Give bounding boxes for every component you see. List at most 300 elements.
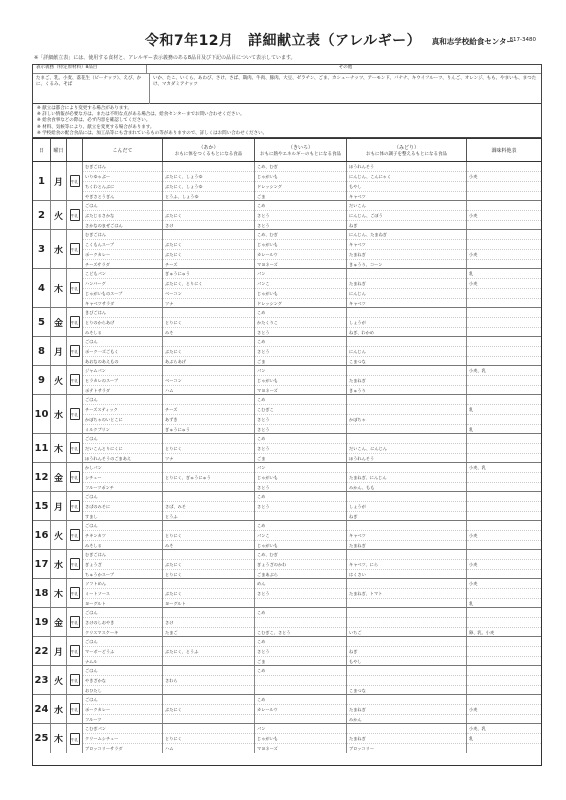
row-dish-line: ヨーグルト	[85, 601, 106, 606]
row-green-foods-line: もやし	[349, 659, 362, 664]
row-red-foods	[163, 608, 255, 636]
row-yellow-foods-line: さとう	[257, 330, 270, 335]
row-yellow-foods-line: マヨネーズ	[257, 262, 278, 267]
milk-icon: 牛乳	[70, 282, 80, 294]
row-remarks-line	[467, 182, 541, 192]
row-red-foods-line: さけ	[165, 223, 174, 228]
row-dish-line: フルーツポンチ	[85, 485, 114, 490]
row-remarks-line: 小麦	[467, 531, 541, 541]
row-dish-line: ごはん	[83, 201, 162, 211]
row-yellow-foods	[255, 550, 347, 578]
row-dish-line: きびごはん	[83, 308, 162, 318]
row-dish-line: ヒラカレのスープ	[83, 376, 162, 386]
row-green-foods-line	[347, 308, 466, 318]
row-dish-line: ジャムパン	[83, 366, 162, 376]
row-remarks-line: 乳	[469, 601, 474, 606]
table-row	[33, 463, 541, 492]
row-remarks	[467, 162, 541, 200]
row-remarks-line: 小麦	[467, 279, 541, 289]
row-weekday: 木	[51, 724, 67, 753]
row-red-foods-line	[163, 715, 254, 723]
row-green-foods-line	[347, 492, 466, 502]
row-yellow-foods-line: こめ	[255, 201, 346, 211]
table-body	[33, 162, 541, 753]
row-dish-line: みそしる	[85, 330, 102, 335]
row-green-foods-line: ほうれんそう	[347, 162, 466, 172]
row-yellow-foods-line: こめ	[255, 521, 346, 531]
row-green-foods-line	[347, 666, 466, 676]
row-green-foods-line	[347, 550, 466, 560]
row-remarks-line: 乳	[467, 405, 541, 415]
row-green-foods-line: ねぎ	[349, 223, 358, 228]
row-red-foods-line	[163, 463, 254, 473]
row-remarks	[467, 230, 541, 268]
row-dish-line: キャベツサラダ	[85, 301, 115, 306]
row-dish-line: ちくわとんぶに	[83, 182, 162, 192]
row-red-foods-line: ツナ	[165, 456, 174, 461]
row-dish	[83, 230, 163, 268]
row-dish-line: むぎごはん	[83, 162, 162, 172]
allergen-box	[32, 64, 542, 104]
row-remarks-line	[467, 395, 541, 405]
row-remarks-line	[467, 386, 541, 394]
row-red-foods-line: ハム	[165, 746, 174, 751]
row-red-foods-line: ぶたにく	[163, 211, 254, 221]
row-yellow-foods-line: さとう	[255, 502, 346, 512]
row-remarks	[467, 724, 541, 753]
row-green-foods-line	[347, 695, 466, 705]
milk-icon: 牛乳	[70, 209, 80, 221]
row-remarks-line	[467, 318, 541, 328]
table-row	[33, 608, 541, 637]
table-row	[33, 579, 541, 608]
row-yellow-foods-line: こめ、むぎ	[255, 230, 346, 240]
row-meal-icon-cell	[67, 666, 83, 694]
row-dish-line: むぎごはん	[83, 230, 162, 240]
row-yellow-foods-line: ごま	[257, 359, 266, 364]
row-dish-line: クリスマスケーキ	[85, 630, 119, 635]
row-meal-icon-cell	[67, 579, 83, 607]
row-remarks-line	[467, 454, 541, 462]
milk-icon: 牛乳	[70, 616, 80, 628]
row-remarks-line	[467, 434, 541, 444]
row-weekday: 木	[51, 579, 67, 607]
row-green-foods-line: たまねぎ	[347, 705, 466, 715]
row-dish-line: とりのからあげ	[83, 318, 162, 328]
row-remarks-line	[467, 676, 541, 686]
row-day: 5	[33, 308, 51, 336]
row-red-foods	[163, 162, 255, 200]
row-remarks-line: 小麦、乳	[467, 463, 541, 473]
row-day: 12	[33, 463, 51, 491]
row-dish-line: クリームシチュー	[83, 734, 162, 744]
row-remarks-line	[467, 502, 541, 512]
row-red-foods-line: とりにく	[163, 318, 254, 328]
row-red-foods-line: とりにく	[163, 444, 254, 454]
row-remarks-line	[467, 308, 541, 318]
table-row	[33, 434, 541, 463]
row-day: 15	[33, 492, 51, 520]
row-dish-line: ポーク一ズごもく	[83, 347, 162, 357]
row-red-foods-line	[163, 579, 254, 589]
row-green-foods-line: こまつな	[349, 688, 366, 693]
row-remarks-line	[467, 666, 541, 676]
row-green-foods-line: ほうれんそう	[349, 456, 375, 461]
row-remarks-line	[467, 328, 541, 336]
row-meal-icon-cell	[67, 337, 83, 365]
row-yellow-foods-line: じゃがいも	[255, 734, 346, 744]
row-green-foods-line: にんじん	[347, 347, 466, 357]
row-yellow-foods-line: ドレッシング	[257, 301, 282, 306]
row-red-foods-line: ツナ	[165, 301, 174, 306]
row-meal-icon-cell	[67, 492, 83, 520]
table-row	[33, 337, 541, 366]
row-green-foods-line: たまねぎ、トマト	[347, 589, 466, 599]
row-yellow-foods-line: こめ	[255, 666, 346, 676]
row-yellow-foods	[255, 162, 347, 200]
row-weekday: 月	[51, 492, 67, 520]
row-day: 22	[33, 637, 51, 665]
row-day: 8	[33, 337, 51, 365]
row-dish-line: かぼちゃのいとこに	[83, 415, 162, 425]
row-green-foods-line	[347, 425, 466, 433]
row-dish-line: ぶたじるさかな	[83, 211, 162, 221]
row-remarks-line	[467, 357, 541, 365]
allergen-col2-text: いか、たこ、いくら、あわび、さけ、さば、鶏肉、牛肉、豚肉、大豆、ゼラチン、ごま、カシューナッツ、アーモンド、バナナ、キウイフルーツ、りんご、オレンジ、もも、やまいも、まつたけ、マカダミアナッツ	[153, 76, 537, 87]
row-red-foods	[163, 395, 255, 433]
row-dish	[83, 395, 163, 433]
row-green-foods-line: こまつな	[349, 359, 366, 364]
row-remarks-line	[467, 744, 541, 753]
row-day: 19	[33, 608, 51, 636]
row-yellow-foods-line: じゃがいも	[255, 289, 346, 299]
row-dish-line: ごはん	[83, 666, 162, 676]
row-weekday: 金	[51, 308, 67, 336]
row-weekday: 火	[51, 201, 67, 229]
row-remarks-line: 小麦	[467, 211, 541, 221]
row-dish	[83, 608, 163, 636]
milk-icon: 牛乳	[70, 175, 80, 187]
row-green-foods-line: いちご	[349, 630, 362, 635]
row-red-foods-line: ぶたにく	[163, 250, 254, 260]
row-dish-line: ごはん	[83, 637, 162, 647]
row-yellow-foods-line: めん	[255, 579, 346, 589]
row-remarks-line	[467, 192, 541, 200]
row-green-foods-line: はくさい	[349, 572, 366, 577]
table-row	[33, 201, 541, 230]
row-meal-icon-cell	[67, 463, 83, 491]
row-green-foods-line: かぼちゃ	[347, 415, 466, 425]
row-red-foods-line: とりにく	[165, 572, 182, 577]
row-yellow-foods-line: マヨネーズ	[257, 388, 278, 393]
row-red-foods-line: とうふ	[165, 514, 178, 519]
row-remarks-line	[467, 695, 541, 705]
row-green-foods-line: にんじん、たまねぎ	[347, 230, 466, 240]
row-green-foods-line	[347, 269, 466, 279]
row-green-foods-line	[347, 521, 466, 531]
row-dish-line: みそしる	[85, 543, 102, 548]
row-yellow-foods-line: こめ	[255, 337, 346, 347]
row-weekday: 水	[51, 695, 67, 723]
row-yellow-foods	[255, 463, 347, 491]
row-green-foods-line: キャベツ	[349, 194, 366, 199]
row-yellow-foods	[255, 608, 347, 636]
row-yellow-foods-line: パン	[255, 724, 346, 734]
milk-icon: 牛乳	[70, 529, 80, 541]
row-dish-line: あおなのあえもの	[85, 359, 119, 364]
row-dish-line: いりゆゃぷー	[83, 172, 162, 182]
header-green-top: （みどり）	[393, 144, 419, 151]
row-red-foods-line	[163, 492, 254, 502]
row-red-foods-line	[163, 395, 254, 405]
row-red-foods-line: ぶたにく	[163, 347, 254, 357]
row-green-foods-line: にんじん、ごぼう	[347, 211, 466, 221]
row-green-foods	[347, 162, 467, 200]
header-red	[163, 139, 255, 161]
table-row	[33, 308, 541, 337]
row-green-foods-line: ねぎ、わかめ	[349, 330, 374, 335]
row-dish-line: チーズサラダ	[85, 262, 110, 267]
row-yellow-foods-line	[255, 512, 346, 520]
row-remarks	[467, 434, 541, 462]
row-green-foods-line: たまねぎ	[347, 279, 466, 289]
row-yellow-foods-line: さとう	[255, 415, 346, 425]
milk-icon: 牛乳	[70, 243, 80, 255]
row-dish	[83, 463, 163, 491]
row-green-foods	[347, 492, 467, 520]
row-red-foods	[163, 637, 255, 665]
row-yellow-foods-line: こむぎこ、さとう	[257, 630, 291, 635]
page-title: 令和7年12月 詳細献立表（アレルギー）	[144, 33, 422, 49]
row-red-foods	[163, 492, 255, 520]
row-dish-line: ごはん	[83, 521, 162, 531]
row-red-foods	[163, 724, 255, 753]
row-remarks	[467, 395, 541, 433]
row-red-foods-line: たまご	[165, 630, 178, 635]
row-green-foods-line	[347, 434, 466, 444]
header-yellow	[255, 139, 347, 161]
row-remarks-line: 卵、乳、小麦	[469, 630, 495, 635]
row-yellow-foods-line: こめ	[255, 608, 346, 618]
row-dish-line: かしパン	[83, 463, 162, 473]
row-remarks	[467, 463, 541, 491]
row-yellow-foods	[255, 269, 347, 307]
row-green-foods-line: だいこん、にんじん	[347, 444, 466, 454]
row-remarks-line	[467, 715, 541, 723]
row-dish	[83, 579, 163, 607]
row-red-foods-line: ハム	[165, 388, 174, 393]
note-line: ※ 給食食事などの際は、必ず内容を確認してください。	[37, 118, 151, 124]
row-remarks-line: 小麦	[467, 705, 541, 715]
row-yellow-foods-line: じゃがいも	[257, 543, 278, 548]
row-yellow-foods-line	[255, 618, 346, 628]
row-green-foods	[347, 724, 467, 753]
row-day: 10	[33, 395, 51, 433]
row-meal-icon-cell	[67, 724, 83, 753]
milk-icon: 牛乳	[70, 316, 80, 328]
row-meal-icon-cell	[67, 230, 83, 268]
row-red-foods-line: ぶたにく、とりにく	[163, 279, 254, 289]
row-red-foods-line: さば、みそ	[163, 502, 254, 512]
row-green-foods	[347, 434, 467, 462]
row-dish	[83, 162, 163, 200]
milk-icon: 牛乳	[70, 408, 80, 420]
row-yellow-foods	[255, 492, 347, 520]
row-weekday: 木	[51, 269, 67, 307]
row-yellow-foods	[255, 366, 347, 394]
row-green-foods-line: にんじん	[347, 289, 466, 299]
row-remarks-line: 小麦	[467, 579, 541, 589]
row-remarks-line	[467, 299, 541, 307]
row-dish-line: こどもパン	[83, 269, 162, 279]
row-red-foods-line	[163, 724, 254, 734]
row-yellow-foods-line: じゃがいも	[255, 376, 346, 386]
row-red-foods-line: あぶらあげ	[165, 359, 186, 364]
row-red-foods	[163, 201, 255, 229]
row-meal-icon-cell	[67, 308, 83, 336]
row-green-foods	[347, 550, 467, 578]
row-yellow-foods-line: こむぎこ	[255, 405, 346, 415]
row-yellow-foods-line: パン	[255, 269, 346, 279]
row-yellow-foods-line: カレールウ	[255, 250, 346, 260]
row-weekday: 月	[51, 637, 67, 665]
row-remarks-line	[467, 260, 541, 268]
row-dish-line: ごはん	[83, 434, 162, 444]
row-day: 2	[33, 201, 51, 229]
row-red-foods-line: ぎゅうにゅう	[165, 427, 191, 432]
row-meal-icon-cell	[67, 695, 83, 723]
row-remarks	[467, 366, 541, 394]
row-dish-line: ほうれんそうのごまあえ	[85, 456, 132, 461]
row-dish-line: さかなのまぜごはん	[85, 223, 123, 228]
row-red-foods	[163, 695, 255, 723]
row-weekday: 金	[51, 463, 67, 491]
row-green-foods-line: たまねぎ、にんじん	[347, 473, 466, 483]
note-line: ※ 学校給食の配合食品には、加工品等にも含まれているもの等がありますので、詳しくはお問い合わせください。	[37, 130, 268, 136]
row-weekday: 木	[51, 434, 67, 462]
row-remarks-line	[467, 201, 541, 211]
row-green-foods-line: キャベツ	[349, 301, 366, 306]
row-red-foods-line: あずき	[163, 415, 254, 425]
row-dish-line: ポークカレー	[83, 705, 162, 715]
milk-icon: 牛乳	[70, 500, 80, 512]
allergen-col1-text: たまご、乳、小麦、落花生（ピーナッツ）、えび、かに、くるみ、そば	[33, 74, 150, 104]
row-yellow-foods-line	[255, 686, 346, 694]
note-line: ※ 材料、気候等により、献立を変更する場合があります。	[37, 124, 155, 130]
header-weekday: 曜日	[51, 139, 67, 161]
row-dish-line: ちゅうかスープ	[85, 572, 114, 577]
milk-icon: 牛乳	[70, 733, 80, 745]
row-remarks-line	[467, 444, 541, 454]
row-red-foods-line: ヨーグルト	[165, 601, 186, 606]
row-weekday: 月	[51, 162, 67, 200]
row-yellow-foods	[255, 579, 347, 607]
row-remarks-line	[467, 589, 541, 599]
header-day: 日	[33, 139, 51, 161]
row-remarks-line	[467, 637, 541, 647]
row-remarks-line	[467, 473, 541, 483]
row-yellow-foods-line: パン	[255, 463, 346, 473]
row-red-foods	[163, 269, 255, 307]
row-red-foods-line	[163, 550, 254, 560]
menu-table	[32, 138, 542, 766]
row-red-foods-line: ぶたにく、とうふ	[163, 647, 254, 657]
table-row	[33, 724, 541, 753]
row-remarks-line	[467, 347, 541, 357]
row-red-foods-line: ぶたにく	[163, 705, 254, 715]
milk-icon: 牛乳	[70, 442, 80, 454]
table-row	[33, 550, 541, 579]
row-green-foods	[347, 463, 467, 491]
organization-name: 真和志学校給食センター	[431, 37, 514, 46]
row-green-foods-line: ねぎ	[347, 647, 466, 657]
row-green-foods	[347, 230, 467, 268]
row-red-foods-line	[163, 162, 254, 172]
row-red-foods-line: とりにく	[163, 531, 254, 541]
row-day: 9	[33, 366, 51, 394]
row-weekday: 火	[51, 366, 67, 394]
row-red-foods	[163, 463, 255, 491]
allergen-col2-header: その他	[338, 65, 353, 70]
row-yellow-foods-line: こめ	[255, 637, 346, 647]
row-green-foods	[347, 366, 467, 394]
row-yellow-foods-line: さとう	[257, 223, 270, 228]
row-remarks-line: 小麦	[467, 560, 541, 570]
row-yellow-foods	[255, 695, 347, 723]
row-meal-icon-cell	[67, 366, 83, 394]
row-red-foods-line: とうふ、しょうゆ	[165, 194, 199, 199]
row-yellow-foods-line: こめ	[255, 395, 346, 405]
row-dish	[83, 695, 163, 723]
row-remarks	[467, 492, 541, 520]
row-red-foods-line	[163, 666, 254, 676]
row-day: 4	[33, 269, 51, 307]
row-yellow-foods-line: こめ	[255, 434, 346, 444]
row-green-foods-line	[347, 676, 466, 686]
row-remarks-line: 乳	[469, 427, 474, 432]
row-red-foods-line	[163, 637, 254, 647]
row-remarks-line: 小麦、乳	[467, 724, 541, 734]
allergen-col1-header: 表示義務（特定原材料）8品目	[33, 65, 147, 73]
row-red-foods-line: ベーコン	[163, 376, 254, 386]
row-dish	[83, 550, 163, 578]
milk-icon: 牛乳	[70, 345, 80, 357]
header-icon	[67, 139, 83, 161]
row-dish	[83, 666, 163, 694]
row-weekday: 水	[51, 230, 67, 268]
top-note: ※「詳細献立表」には、使用する食材と、アレルギー表示義務のある8品目及び下記の品目について表示しています。	[34, 55, 296, 61]
phone-number: 817-3480	[509, 37, 536, 43]
table-header	[33, 139, 541, 162]
milk-icon: 牛乳	[70, 471, 80, 483]
row-green-foods	[347, 337, 467, 365]
row-yellow-foods	[255, 666, 347, 694]
row-dish	[83, 492, 163, 520]
row-meal-icon-cell	[67, 395, 83, 433]
row-remarks-line	[467, 483, 541, 491]
row-dish-line: ミートソース	[83, 589, 162, 599]
row-yellow-foods	[255, 201, 347, 229]
row-weekday: 水	[51, 550, 67, 578]
row-green-foods-line	[347, 395, 466, 405]
row-yellow-foods-line: こめ	[255, 492, 346, 502]
row-dish	[83, 337, 163, 365]
row-yellow-foods-line: さとう	[255, 211, 346, 221]
row-remarks-line	[467, 550, 541, 560]
row-green-foods	[347, 608, 467, 636]
row-yellow-foods-line: さとう	[255, 589, 346, 599]
row-red-foods-line	[163, 434, 254, 444]
